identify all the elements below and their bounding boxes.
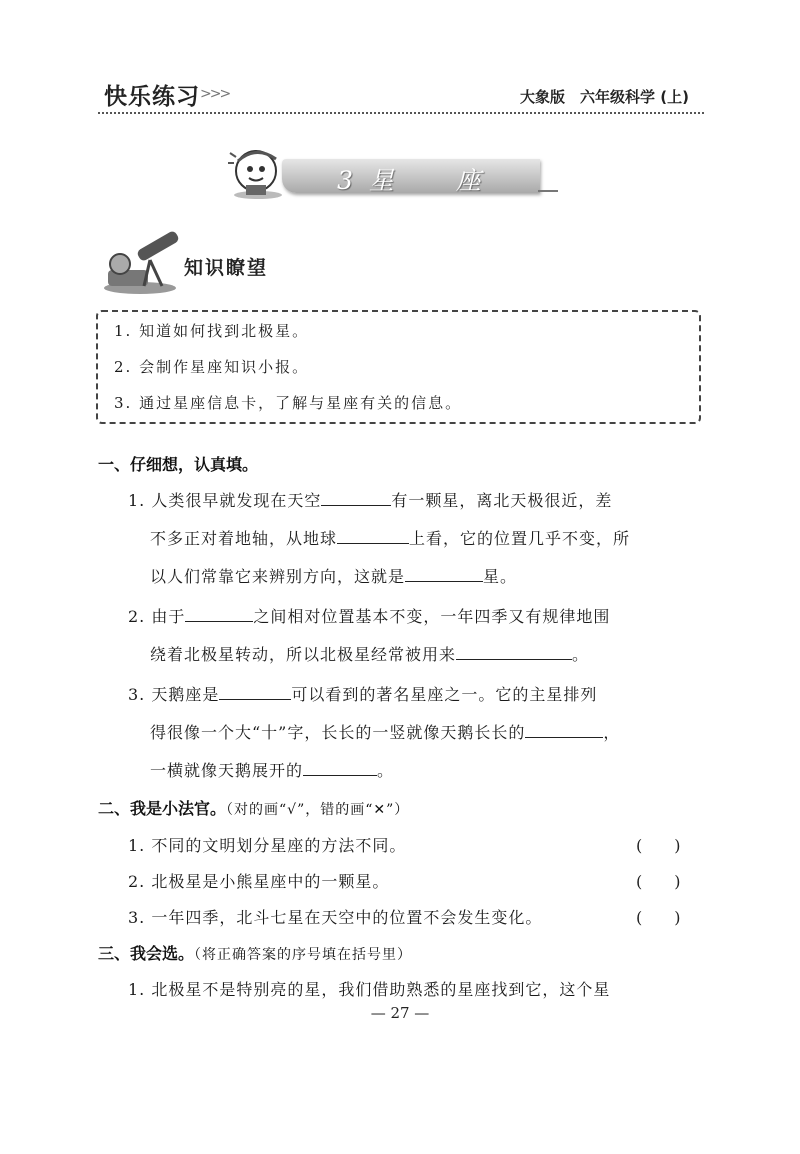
q3-text: 。 xyxy=(377,761,395,780)
answer-parentheses[interactable]: ( ) xyxy=(636,836,681,855)
fill-blank[interactable] xyxy=(303,759,377,776)
fill-blank[interactable] xyxy=(337,527,409,544)
q2-line2 xyxy=(150,642,589,665)
q3-text: 一横就像天鹅展开的 xyxy=(150,761,304,780)
objective-item: 1. 知道如何找到北极星。 xyxy=(114,322,310,340)
section2-title xyxy=(98,796,409,819)
telescope-icon xyxy=(100,230,184,296)
q1-text: 不多正对着地轴，从地球 xyxy=(150,529,338,548)
q3-text: ， xyxy=(603,723,621,742)
fill-blank[interactable] xyxy=(185,605,253,622)
section3-title xyxy=(98,941,412,964)
objective-item: 3. 通过星座信息卡，了解与星座有关的信息。 xyxy=(114,394,463,412)
q3-line1 xyxy=(128,682,597,705)
fill-blank[interactable] xyxy=(456,643,572,660)
fill-blank[interactable] xyxy=(405,565,483,582)
chevrons-right-icon: >>> xyxy=(200,86,230,102)
header-title: 快乐练习 xyxy=(104,84,200,110)
q1-text: 有一颗星，离北天极很近，差 xyxy=(391,491,613,510)
q1-text: 上看，它的位置几乎不变，所 xyxy=(409,529,631,548)
lesson-title: 3 星 座 xyxy=(337,166,485,195)
q1-text: 以人们常靠它来辨别方向，这就是 xyxy=(150,567,406,586)
judge-item: 3. 一年四季，北斗七星在天空中的位置不会发生变化。 xyxy=(128,908,543,927)
banner-underline xyxy=(538,190,558,192)
q1-text: 1. 人类很早就发现在天空 xyxy=(128,491,322,510)
q1-text: 星。 xyxy=(483,567,518,586)
q3-text: 3. 天鹅座是 xyxy=(128,685,220,704)
judge-item: 1. 不同的文明划分星座的方法不同。 xyxy=(128,836,407,855)
q2-text: 绕着北极星转动，所以北极星经常被用来 xyxy=(150,645,457,664)
judge-item: 2. 北极星是小熊星座中的一颗星。 xyxy=(128,872,390,891)
q3-line3 xyxy=(150,758,394,781)
fill-blank[interactable] xyxy=(525,721,603,738)
header-divider xyxy=(98,112,704,114)
answer-parentheses[interactable]: ( ) xyxy=(636,872,681,891)
section1-title: 一、仔细想，认真填。 xyxy=(98,455,259,474)
q3-text: 可以看到的著名星座之一。它的主星排列 xyxy=(291,685,598,704)
q3-text: 得很像一个大“十”字，长长的一竖就像天鹅长长的 xyxy=(150,723,526,742)
page-number: — 27 — xyxy=(370,1004,430,1022)
q2-line1 xyxy=(128,604,610,627)
section3-note: （将正确答案的序号填在括号里） xyxy=(194,947,413,963)
fill-blank[interactable] xyxy=(219,683,291,700)
objective-item: 2. 会制作星座知识小报。 xyxy=(114,358,310,376)
header-book-info: 大象版 六年级科学 (上) xyxy=(520,88,689,106)
mascot-illustration xyxy=(224,143,288,201)
section2-note: （对的画“√”，错的画“✕”） xyxy=(226,802,410,818)
q1-line2 xyxy=(150,526,630,549)
q1-line1 xyxy=(128,488,612,511)
section2-title-text: 二、我是小法官。 xyxy=(98,799,227,818)
section-label-knowledge: 知识瞭望 xyxy=(184,257,269,279)
fill-blank[interactable] xyxy=(321,489,391,506)
q1-line3 xyxy=(150,564,517,587)
q2-text: 。 xyxy=(572,645,590,664)
q2-text: 2. 由于 xyxy=(128,607,186,626)
q2-text: 之间相对位置基本不变，一年四季又有规律地围 xyxy=(253,607,611,626)
section3-title-text: 三、我会选。 xyxy=(98,944,195,963)
answer-parentheses[interactable]: ( ) xyxy=(636,908,681,927)
choice-question: 1. 北极星不是特别亮的星，我们借助熟悉的星座找到它，这个星 xyxy=(128,980,611,999)
q3-line2 xyxy=(150,720,620,743)
